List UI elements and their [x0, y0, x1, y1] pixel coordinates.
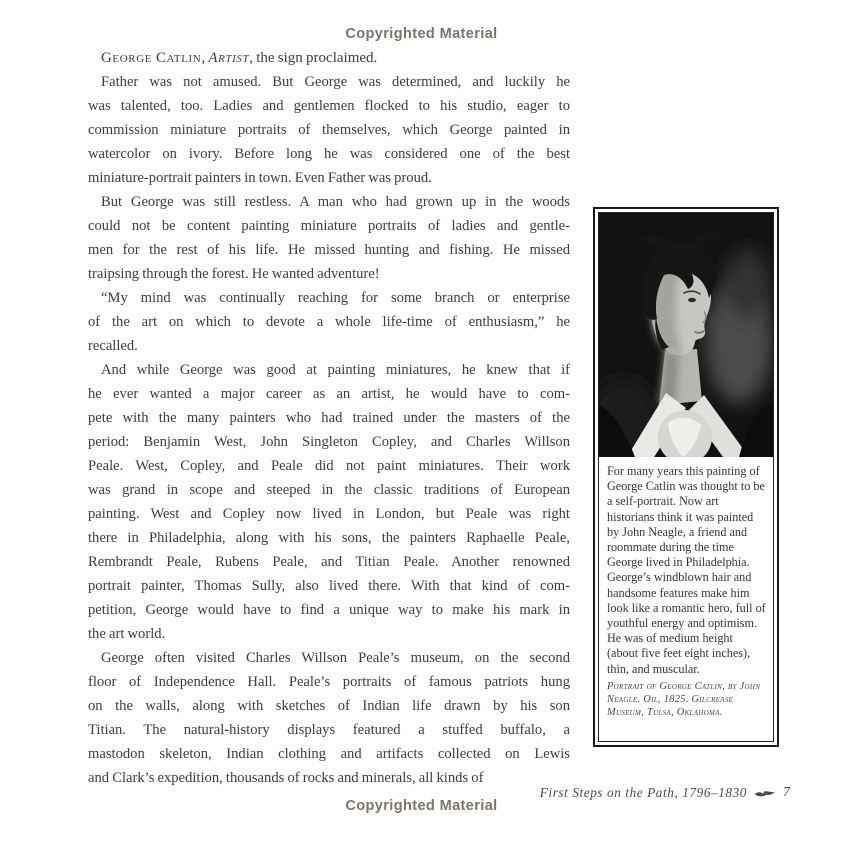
- body-text-line: traipsing through the forest. He wanted adventure!: [88, 266, 380, 282]
- george-catlin-portrait-image: [599, 213, 773, 457]
- copyright-banner-top: Copyrighted Material: [345, 26, 498, 42]
- body-text-line: men for the rest of his life. He missed hunting and fishing. He missed: [88, 242, 570, 258]
- body-text-line: mastodon skeleton, Indian clothing and artifacts collected on Lewis: [88, 746, 570, 762]
- body-text-line: Rembrandt Peale, Rubens Peale, and Titian Peale. Another renowned: [88, 554, 570, 570]
- body-text-line: miniature-portrait painters in town. Even Father was proud.: [88, 170, 432, 186]
- body-text-line: George often visited Charles Willson Peale’s museum, on the second: [101, 650, 570, 666]
- body-text-line: “My mind was continually reaching for some branch or enterprise: [101, 290, 570, 306]
- body-text-line: petition, George would have to find a unique way to make his mark in: [88, 602, 570, 618]
- portrait-sidebar-inner-frame: [598, 212, 774, 742]
- portrait-sidebar: [593, 207, 779, 747]
- running-title: First Steps on the Path, 1796–1830: [539, 785, 747, 800]
- body-text-line: of the art on which to devote a whole life-time of enthusiasm,” he: [88, 314, 570, 330]
- body-text-line: And while George was good at painting miniatures, he knew that if: [101, 362, 570, 378]
- body-text-line: Peale. West, Copley, and Peale did not paint miniatures. Their work: [88, 458, 570, 474]
- lead-paragraph-segment: Artist: [208, 50, 250, 66]
- body-text-line: the art world.: [88, 626, 166, 642]
- body-text-line: recalled.: [88, 338, 138, 354]
- body-text-column: [88, 46, 570, 790]
- bird-ornament-icon: [754, 788, 776, 799]
- body-text-line: there in Philadelphia, along with his sons, the painters Raphaelle Peale,: [88, 530, 570, 546]
- body-text-line: commission miniature portraits of themselves, which George painted in: [88, 122, 570, 138]
- portrait-caption: For many years this painting of George Catlin was thought to be a self-portrait. Now art historians think it was painted by John Neagle, a friend and roommate during the time George lived in Philadelphia. George’s windblown hair and handsome features make him look like a romantic hero, full of youthful energy and optimism. He was of medium height (about five feet eight inches), thin, and muscular.: [607, 464, 766, 676]
- body-text-line: he ever wanted a major career as an artist, he would have to com-: [88, 386, 570, 402]
- body-text-line: Titian. The natural-history displays featured a stuffed buffalo, a: [88, 722, 570, 738]
- copyright-banner-bottom: Copyrighted Material: [345, 798, 498, 814]
- lead-paragraph-line: [88, 46, 570, 70]
- portrait-credit: Portrait of George Catlin, by John Neagle. Oil, 1825. Gilcrease Museum, Tulsa, Oklahoma.: [607, 680, 761, 719]
- lead-paragraph-segment: , the sign proclaimed.: [249, 50, 378, 66]
- body-text-line: painting. West and Copley now lived in London, but Peale was right: [88, 506, 570, 522]
- body-text-line: portrait painter, Thomas Sully, also lived there. With that kind of com-: [88, 578, 570, 594]
- body-text-line: was talented, too. Ladies and gentlemen flocked to his studio, eager to: [88, 98, 570, 114]
- lead-paragraph-segment: ,: [201, 50, 209, 66]
- body-text-line: and Clark’s expedition, thousands of rocks and minerals, all kinds of: [88, 770, 484, 786]
- body-text-line: on the walls, along with sketches of Indian life drawn by his son: [88, 698, 570, 714]
- body-text-line: period: Benjamin West, John Singleton Copley, and Charles Willson: [88, 434, 570, 450]
- body-text-line: was grand in scope and steeped in the classic traditions of European: [88, 482, 570, 498]
- page-number: 7: [783, 785, 790, 800]
- body-text-line: Father was not amused. But George was determined, and luckily he: [101, 74, 570, 90]
- body-text-line: floor of Independence Hall. Peale’s portraits of famous patriots hung: [88, 674, 570, 690]
- body-text-line: But George was still restless. A man who had grown up in the woods: [101, 194, 570, 210]
- body-text-line: pete with the many painters who had trained under the masters of the: [88, 410, 570, 426]
- lead-paragraph-segment: George Catlin: [101, 50, 202, 66]
- body-text-line: watercolor on ivory. Before long he was considered one of the best: [88, 146, 570, 162]
- body-text-line: could not be content painting miniature portraits of ladies and gentle-: [88, 218, 570, 234]
